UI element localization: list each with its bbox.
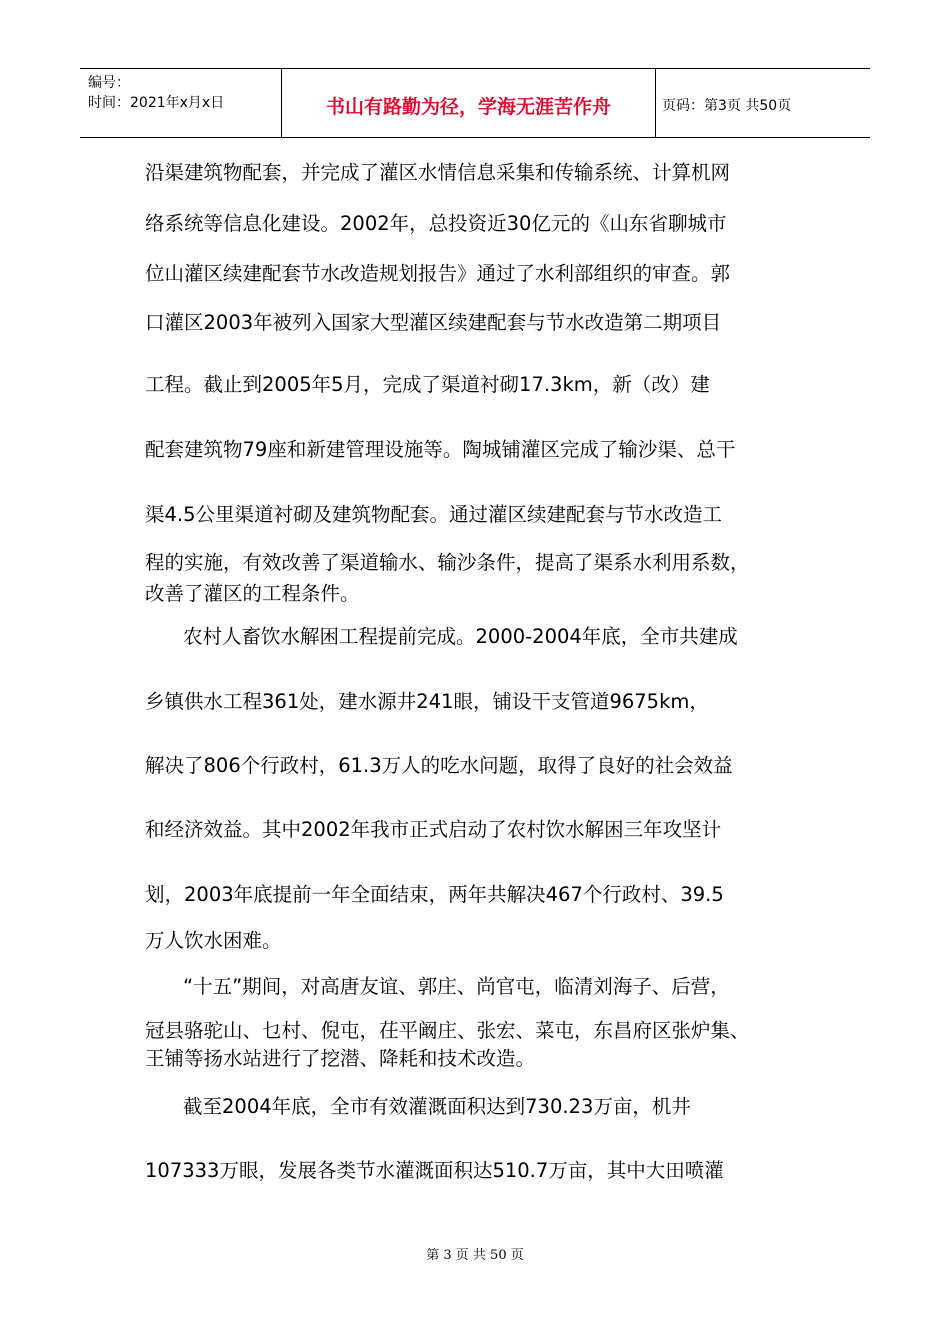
header-info-cell bbox=[80, 69, 282, 137]
text-line: 和经济效益。其中2002年我市正式启动了农村饮水解困三年攻坚计 bbox=[145, 818, 722, 841]
text-line: 工程。截止到2005年5月，完成了渠道衬砌17.3km，新（改）建 bbox=[145, 373, 710, 396]
header-motto: 书山有路勤为径，学海无涯苦作舟 bbox=[282, 69, 656, 137]
text-line: 程的实施，有效改善了渠道输水、输沙条件，提高了渠系水利用系数， bbox=[145, 551, 750, 574]
text-line: 划，2003年底提前一年全面结束，两年共解决467个行政村、39.5 bbox=[145, 883, 724, 906]
header-page-label: 页码：第3页 共50页 bbox=[662, 98, 792, 114]
text-line: 农村人畜饮水解困工程提前完成。2000-2004年底，全市共建成 bbox=[183, 625, 738, 648]
text-line: 沿渠建筑物配套，并完成了灌区水情信息采集和传输系统、计算机网 bbox=[145, 161, 731, 184]
text-line: 冠县骆驼山、乜村、倪屯，茌平阚庄、张宏、菜屯，东昌府区张炉集、 bbox=[145, 1019, 750, 1042]
text-line: 107333万眼，发展各类节水灌溉面积达510.7万亩，其中大田喷灌 bbox=[145, 1159, 724, 1182]
text-line: 口灌区2003年被列入国家大型灌区续建配套与节水改造第二期项目 bbox=[145, 311, 722, 334]
page-footer: 第 3 页 共 50 页 bbox=[426, 1248, 524, 1263]
text-line: 截至2004年底，全市有效灌溉面积达到730.23万亩，机井 bbox=[183, 1095, 691, 1118]
text-line: 配套建筑物79座和新建管理设施等。陶城铺灌区完成了输沙渠、总干 bbox=[145, 438, 736, 461]
text-line: 解决了806个行政村，61.3万人的吃水问题，取得了良好的社会效益 bbox=[145, 754, 733, 777]
time-label: 时间：2021年x月x日 bbox=[88, 95, 225, 111]
text-line: 改善了灌区的工程条件。 bbox=[145, 582, 360, 605]
text-line: 位山灌区续建配套节水改造规划报告》通过了水利部组织的审查。郭 bbox=[145, 262, 731, 285]
text-line: 王铺等扬水站进行了挖潜、降耗和技术改造。 bbox=[145, 1047, 536, 1070]
number-label: 编号： bbox=[88, 75, 130, 91]
text-line: “十五”期间，对高唐友谊、郭庄、尚官屯，临清刘海子、后营， bbox=[183, 975, 730, 998]
page-header bbox=[80, 68, 870, 138]
text-line: 乡镇供水工程361处，建水源井241眼，铺设干支管道9675km， bbox=[145, 690, 709, 713]
text-line: 万人饮水困难。 bbox=[145, 929, 282, 952]
text-line: 渠4.5公里渠道衬砌及建筑物配套。通过灌区续建配套与节水改造工 bbox=[145, 503, 723, 526]
text-line: 络系统等信息化建设。2002年，总投资近30亿元的《山东省聊城市 bbox=[145, 212, 727, 235]
